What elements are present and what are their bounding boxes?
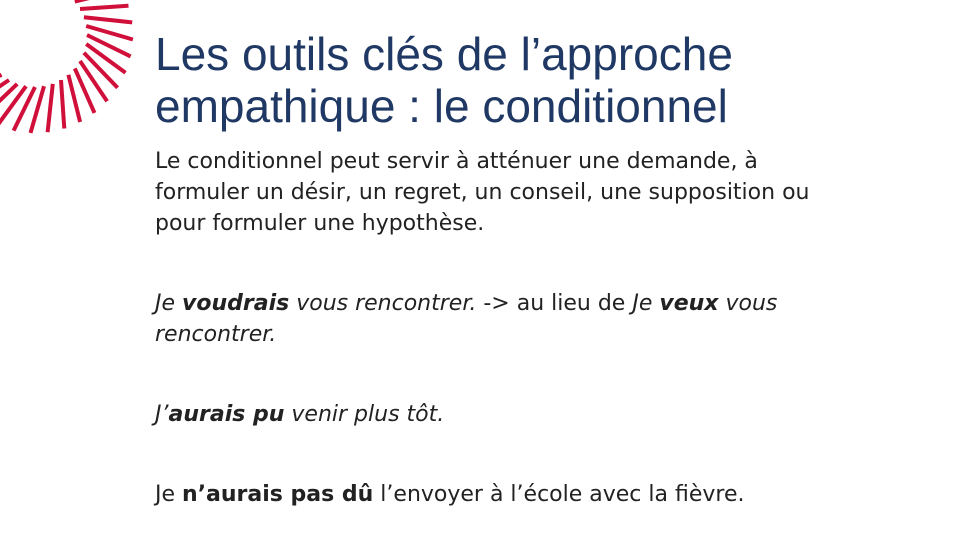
example-3-text-a: Je	[155, 482, 183, 507]
logo-ray	[84, 53, 118, 88]
example-2-text-a: J’	[155, 402, 169, 427]
example-1-text-b: vous rencontrer.	[289, 291, 477, 316]
example-1-connector: -> au lieu de	[476, 291, 633, 316]
intro-line-1: Le conditionnel peut servir à atténuer une demande, à	[155, 149, 758, 174]
example-1	[155, 288, 777, 350]
example-1-verb-voudrais: voudrais	[182, 291, 290, 316]
logo-ray	[61, 80, 64, 129]
example-1-text-c: Je	[632, 291, 660, 316]
example-1-text-d: vous	[718, 291, 778, 316]
example-1-line-2: rencontrer.	[155, 322, 277, 347]
slide-body	[155, 146, 945, 507]
example-1-text-a: Je	[155, 291, 183, 316]
example-1-verb-veux: veux	[659, 291, 719, 316]
intro-line-2: formuler un désir, un regret, un conseil, une supposition ou	[155, 180, 810, 205]
logo-ray	[80, 6, 129, 9]
logo-ray	[75, 0, 122, 2]
title-line-1: Les outils clés de l’approche	[155, 28, 733, 80]
example-3-verb: n’aurais pas dû	[182, 482, 374, 507]
intro-line-3: pour formuler une hypothèse.	[155, 211, 485, 236]
example-3	[155, 479, 745, 510]
page-title	[155, 28, 945, 132]
example-3-text-b: l’envoyer à l’école avec la fièvre.	[373, 482, 745, 507]
logo-ray	[48, 84, 53, 132]
example-3-line	[155, 479, 745, 510]
example-1-line-1	[155, 288, 777, 319]
example-2-line	[155, 399, 444, 430]
logo-ray	[80, 61, 107, 101]
example-2	[155, 399, 444, 430]
intro-paragraph	[155, 146, 945, 239]
logo-ray	[86, 44, 125, 73]
logo-ray	[0, 86, 26, 125]
example-2-text-b: venir plus tôt.	[284, 402, 445, 427]
title-line-2: empathique : le conditionnel	[155, 80, 728, 132]
logo-ray	[68, 75, 80, 122]
example-2-verb: aurais pu	[168, 402, 285, 427]
sunburst-logo-icon	[0, 0, 140, 140]
logo-ray	[84, 17, 132, 22]
